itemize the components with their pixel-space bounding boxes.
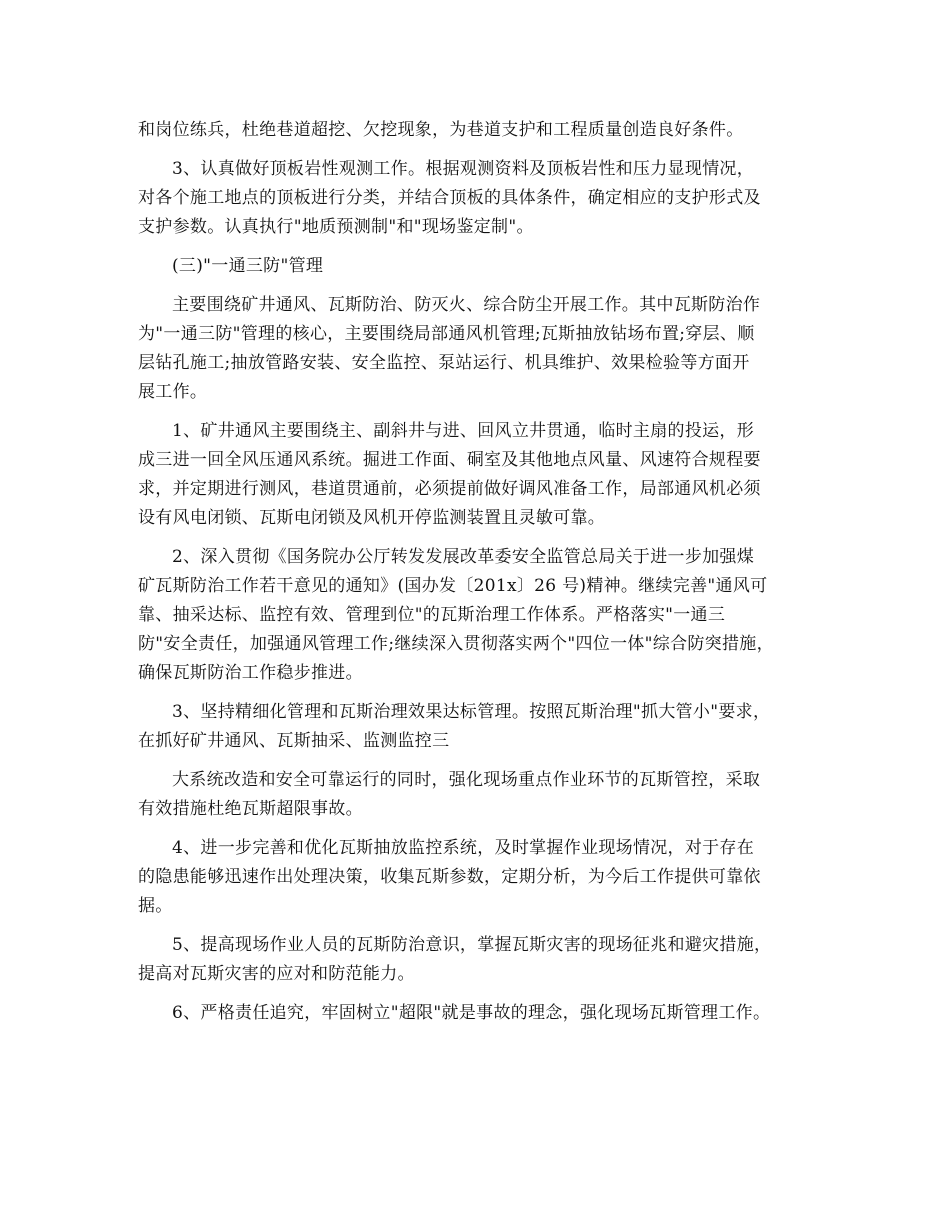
text-line: 4、进一步完善和优化瓦斯抽放监控系统，及时掌握作业现场情况，对于存在 bbox=[172, 838, 755, 858]
text-line: 5、提高现场作业人员的瓦斯防治意识，掌握瓦斯灾害的现场征兆和避灾措施， bbox=[172, 935, 772, 955]
paragraph bbox=[138, 155, 818, 242]
text-line: 的隐患能够迅速作出处理决策，收集瓦斯参数，定期分析，为今后工作提供可靠依 bbox=[138, 867, 761, 887]
document-body bbox=[138, 116, 818, 1038]
paragraph bbox=[138, 766, 818, 824]
text-line: 对各个施工地点的顶板进行分类，并结合顶板的具体条件，确定相应的支护形式及 bbox=[138, 188, 761, 208]
paragraph bbox=[138, 116, 818, 145]
text-line: 3、认真做好顶板岩性观测工作。根据观测资料及顶板岩性和压力显现情况， bbox=[172, 159, 755, 179]
text-line: 2、深入贯彻《国务院办公厅转发发展改革委安全监管总局关于进一步加强煤 bbox=[172, 547, 755, 567]
text-line: 6、严格责任追究，牢固树立"超限"就是事故的理念，强化现场瓦斯管理工作。 bbox=[172, 1003, 771, 1023]
text-line: 确保瓦斯防治工作稳步推进。 bbox=[138, 663, 363, 683]
text-line: 在抓好矿井通风、瓦斯抽采、监测监控三 bbox=[138, 731, 450, 751]
text-line: 大系统改造和安全可靠运行的同时，强化现场重点作业环节的瓦斯管控，采取 bbox=[172, 770, 761, 790]
text-line: 为"一通三防"管理的核心，主要围绕局部通风机管理;瓦斯抽放钻场布置;穿层、顺 bbox=[138, 324, 755, 344]
text-line: 有效措施杜绝瓦斯超限事故。 bbox=[138, 799, 363, 819]
paragraph bbox=[138, 698, 818, 756]
text-line: 层钻孔施工;抽放管路安装、安全监控、泵站运行、机具维护、效果检验等方面开 bbox=[138, 353, 750, 373]
text-line: 和岗位练兵，杜绝巷道超挖、欠挖现象，为巷道支护和工程质量创造良好条件。 bbox=[138, 120, 744, 140]
text-line: 提高对瓦斯灾害的应对和防范能力。 bbox=[138, 964, 415, 984]
text-line: 主要围绕矿井通风、瓦斯防治、防灭火、综合防尘开展工作。其中瓦斯防治作 bbox=[172, 295, 761, 315]
text-line: 据。 bbox=[138, 896, 173, 916]
text-line: (三)"一通三防"管理 bbox=[172, 256, 324, 276]
paragraph bbox=[138, 834, 818, 921]
paragraph bbox=[138, 931, 818, 989]
paragraph bbox=[138, 417, 818, 533]
text-line: 展工作。 bbox=[138, 382, 208, 402]
text-line: 防"安全责任，加强通风管理工作;继续深入贯彻落实两个"四位一体"综合防突措施， bbox=[138, 634, 774, 654]
paragraph bbox=[138, 291, 818, 407]
text-line: 设有风电闭锁、瓦斯电闭锁及风机开停监测装置且灵敏可靠。 bbox=[138, 508, 606, 528]
text-line: 3、坚持精细化管理和瓦斯治理效果达标管理。按照瓦斯治理"抓大管小"要求， bbox=[172, 702, 771, 722]
paragraph bbox=[138, 999, 818, 1028]
text-line: 成三进一回全风压通风系统。掘进工作面、硐室及其他地点风量、风速符合规程要 bbox=[138, 450, 761, 470]
paragraph bbox=[138, 252, 818, 281]
text-line: 支护参数。认真执行"地质预测制"和"现场鉴定制"。 bbox=[138, 217, 534, 237]
text-line: 求，并定期进行测风，巷道贯通前，必须提前做好调风准备工作，局部通风机必须 bbox=[138, 479, 761, 499]
paragraph bbox=[138, 543, 818, 688]
text-line: 靠、抽采达标、监控有效、管理到位"的瓦斯治理工作体系。严格落实"一通三 bbox=[138, 605, 726, 625]
text-line: 1、矿井通风主要围绕主、副斜井与进、回风立井贯通，临时主扇的投运，形 bbox=[172, 421, 755, 441]
text-line: 矿瓦斯防治工作若干意见的通知》(国办发〔201x〕26 号)精神。继续完善"通风可 bbox=[138, 576, 768, 596]
